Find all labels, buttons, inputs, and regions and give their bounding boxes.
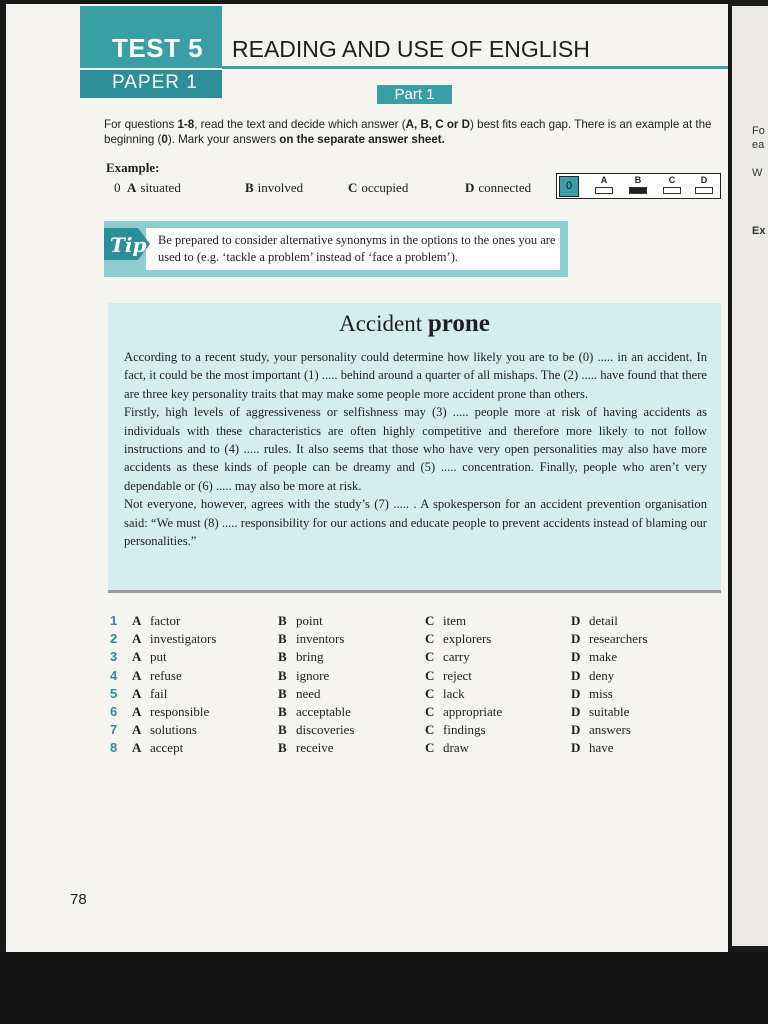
- option-letter: B: [278, 631, 287, 647]
- option-text: refuse: [150, 667, 182, 683]
- option-text: researchers: [589, 631, 648, 647]
- option-text: item: [443, 613, 467, 628]
- option-b: [278, 631, 344, 647]
- option-letter: C: [425, 685, 435, 701]
- option-letter: D: [571, 613, 581, 628]
- option-letter: C: [425, 667, 435, 683]
- option-d: [571, 740, 614, 756]
- option-letter: D: [571, 631, 581, 647]
- next-page-fragment: W: [752, 167, 763, 179]
- instructions-text: ) best fits each gap. There is an example at the beginning (: [104, 118, 712, 146]
- option-c: [425, 686, 465, 702]
- option-letter: C: [425, 649, 435, 665]
- option-text: put: [150, 649, 167, 665]
- option-d: [571, 631, 647, 647]
- option-letter: D: [571, 703, 581, 719]
- option-a: [132, 704, 209, 720]
- question-number: 8: [110, 740, 118, 756]
- option-a: [132, 722, 197, 738]
- option-letter: A: [132, 667, 142, 683]
- option-a: [132, 668, 182, 684]
- answer-box-selected: [629, 187, 647, 194]
- option-c: [425, 704, 502, 720]
- example-answer-sheet: [556, 173, 721, 199]
- answer-letter: B: [634, 175, 642, 185]
- option-text: need: [296, 685, 321, 701]
- option-c: [425, 613, 466, 629]
- option-letter: C: [425, 740, 435, 756]
- passage-paragraph: According to a recent study, your personality could determine how likely you are to be (0) ..... in an accident. In fact, it could be the most important (1) ..... behind around a quarter of all mishaps. The (2) ..... have found that there are three key personality traits that may make some people more accident prone than others.: [124, 350, 707, 401]
- example-number: 0: [161, 133, 168, 146]
- passage-paragraph: Not everyone, however, agrees with the study’s (7) ..... . A spokesperson for an accident prevention organisation said: “We must (8) ..... responsibility for our actions and educate people to prevent accidents instead of blaming our personalities.”: [124, 497, 707, 549]
- option-letter: A: [132, 649, 142, 665]
- option-letter: A: [132, 740, 142, 756]
- question-number: 2: [110, 631, 118, 647]
- option-text: ignore: [296, 667, 330, 683]
- instructions: [104, 117, 724, 147]
- option-d: [571, 613, 618, 629]
- question-number: 7: [110, 722, 118, 738]
- option-letter: B: [278, 685, 287, 701]
- answer-box: [695, 187, 713, 194]
- answer-sheet-number: 0: [559, 176, 579, 197]
- question-row: [110, 686, 690, 704]
- question-row: [110, 668, 690, 686]
- option-letter: B: [278, 667, 287, 683]
- option-text: lack: [443, 685, 465, 701]
- option-letter: C: [425, 722, 435, 738]
- option-letter: A: [132, 722, 142, 738]
- option-text: appropriate: [443, 703, 503, 719]
- option-text: reject: [443, 667, 472, 683]
- answer-letter: A: [600, 175, 608, 185]
- option-c: [425, 722, 486, 738]
- tip-label: Tip: [110, 233, 147, 257]
- option-text: occupied: [361, 180, 409, 195]
- question-row: [110, 631, 690, 649]
- option-text: make: [589, 649, 618, 665]
- option-a: [132, 740, 183, 756]
- tip-icon: [104, 224, 150, 264]
- answer-box: [595, 187, 613, 194]
- option-text: responsible: [150, 703, 210, 719]
- question-range: 1-8: [177, 118, 195, 131]
- option-d: [571, 686, 613, 702]
- option-letter: C: [348, 180, 358, 195]
- option-b: [278, 704, 351, 720]
- question-list: [110, 613, 690, 759]
- option-letter: D: [465, 180, 475, 195]
- option-letter: B: [278, 703, 287, 719]
- part-badge: Part 1: [377, 85, 452, 104]
- next-page-fragment: Ex: [752, 225, 766, 237]
- option-text: deny: [589, 667, 615, 683]
- example-option-b: [245, 180, 303, 196]
- answer-col-d: [691, 175, 717, 194]
- option-text: detail: [589, 613, 618, 628]
- passage-title: [108, 310, 721, 338]
- option-text: inventors: [296, 631, 345, 647]
- option-text: miss: [589, 685, 613, 701]
- option-text: carry: [443, 649, 470, 665]
- option-a: [132, 613, 180, 629]
- option-text: explorers: [443, 631, 492, 647]
- option-c: [425, 631, 491, 647]
- answer-box: [663, 187, 681, 194]
- passage-text: [124, 348, 707, 550]
- header-rule: [222, 66, 728, 69]
- answer-letter: D: [700, 175, 708, 185]
- option-a: [132, 631, 216, 647]
- option-letter: A: [132, 703, 142, 719]
- question-row: [110, 740, 690, 758]
- question-number: 3: [110, 649, 118, 665]
- answer-col-c: [659, 175, 685, 194]
- option-letter: A: [132, 613, 142, 628]
- option-text: acceptable: [296, 703, 351, 719]
- question-row: [110, 613, 690, 631]
- answer-col-a: [591, 175, 617, 194]
- instructions-text: , read the text and decide which answer (: [194, 118, 406, 131]
- option-b: [278, 649, 323, 665]
- option-text: accept: [150, 740, 184, 756]
- page-number: 78: [70, 891, 87, 908]
- tip-text: Be prepared to consider alternative synonyms in the options to the ones you are used to (e.g. ‘tackle a problem’ instead of ‘face a problem’).: [158, 233, 556, 264]
- option-b: [278, 668, 329, 684]
- question-number: 4: [110, 667, 118, 683]
- option-letter: B: [278, 740, 287, 756]
- question-number: 6: [110, 703, 118, 719]
- option-text: point: [296, 613, 323, 628]
- option-text: have: [589, 740, 614, 756]
- question-number: 1: [110, 613, 118, 628]
- option-a: [132, 649, 167, 665]
- option-text: fail: [150, 685, 168, 701]
- option-text: findings: [443, 722, 486, 738]
- option-text: draw: [443, 740, 469, 756]
- example-option-d: [465, 180, 531, 196]
- option-letter: D: [571, 667, 581, 683]
- option-letter: D: [571, 685, 581, 701]
- option-letter: D: [571, 740, 581, 756]
- next-page-fragment: ea: [752, 139, 765, 151]
- option-text: discoveries: [296, 722, 355, 738]
- option-letter: B: [245, 180, 254, 195]
- section-title: READING AND USE OF ENGLISH: [232, 36, 590, 62]
- option-letter: A: [127, 180, 137, 195]
- option-text: receive: [296, 740, 334, 756]
- instructions-text: ). Mark your answers: [167, 133, 280, 146]
- option-text: situated: [140, 180, 181, 195]
- passage-title-regular: Accident: [339, 311, 428, 336]
- paper-label: PAPER 1: [112, 72, 198, 93]
- option-a: [132, 686, 167, 702]
- option-letter: D: [571, 649, 581, 665]
- example-option-a: [114, 180, 181, 196]
- option-letter: B: [278, 649, 287, 665]
- passage-title-bold: prone: [427, 310, 490, 337]
- question-number: 5: [110, 685, 118, 701]
- option-d: [571, 668, 614, 684]
- example-title: Example:: [106, 160, 160, 175]
- option-text: suitable: [589, 703, 630, 719]
- next-page-edge: [732, 6, 768, 946]
- option-b: [278, 686, 321, 702]
- option-letter: B: [278, 613, 287, 628]
- option-letter: D: [571, 722, 581, 738]
- option-text: connected: [478, 180, 532, 195]
- option-letter: A: [132, 631, 142, 647]
- option-text: investigators: [150, 631, 217, 647]
- option-d: [571, 704, 629, 720]
- example-number: 0: [114, 180, 121, 195]
- option-letter: C: [425, 703, 435, 719]
- option-letter: C: [425, 613, 435, 628]
- option-c: [425, 668, 472, 684]
- scan-background: [0, 952, 768, 1024]
- option-letter: C: [425, 631, 435, 647]
- option-c: [425, 649, 470, 665]
- option-text: bring: [296, 649, 324, 665]
- option-d: [571, 722, 631, 738]
- option-letter: A: [132, 685, 142, 701]
- next-page-fragment: Fo: [752, 125, 765, 137]
- option-b: [278, 613, 323, 629]
- example-option-c: [348, 180, 408, 196]
- instructions-text: For questions: [104, 118, 178, 131]
- option-letter: B: [278, 722, 287, 738]
- option-text: solutions: [150, 722, 197, 738]
- option-b: [278, 722, 354, 738]
- option-b: [278, 740, 334, 756]
- question-row: [110, 704, 690, 722]
- option-letters: A, B, C or D: [405, 118, 471, 131]
- option-c: [425, 740, 469, 756]
- passage-paragraph: Firstly, high levels of aggressiveness or selfishness may (3) ..... people more at risk of having accidents as individuals with these characteristics are often highly competitive and therefore more likely to not follow instructions and to (4) ..... rules. It also seems that those who have very open personalities may also have more accidents as these kinds of people can be dreamy and (5) ..... concentration. Finally, people who aren’t very dependable or (6) ..... may also be more at risk.: [124, 405, 707, 493]
- question-row: [110, 722, 690, 740]
- option-text: answers: [589, 722, 631, 738]
- question-row: [110, 649, 690, 667]
- answer-letter: C: [668, 175, 676, 185]
- option-text: factor: [150, 613, 181, 628]
- answer-col-b: [625, 175, 651, 194]
- test-label: TEST 5: [112, 33, 204, 63]
- option-d: [571, 649, 617, 665]
- option-text: involved: [257, 180, 304, 195]
- answer-sheet-note: on the separate answer sheet.: [279, 133, 445, 146]
